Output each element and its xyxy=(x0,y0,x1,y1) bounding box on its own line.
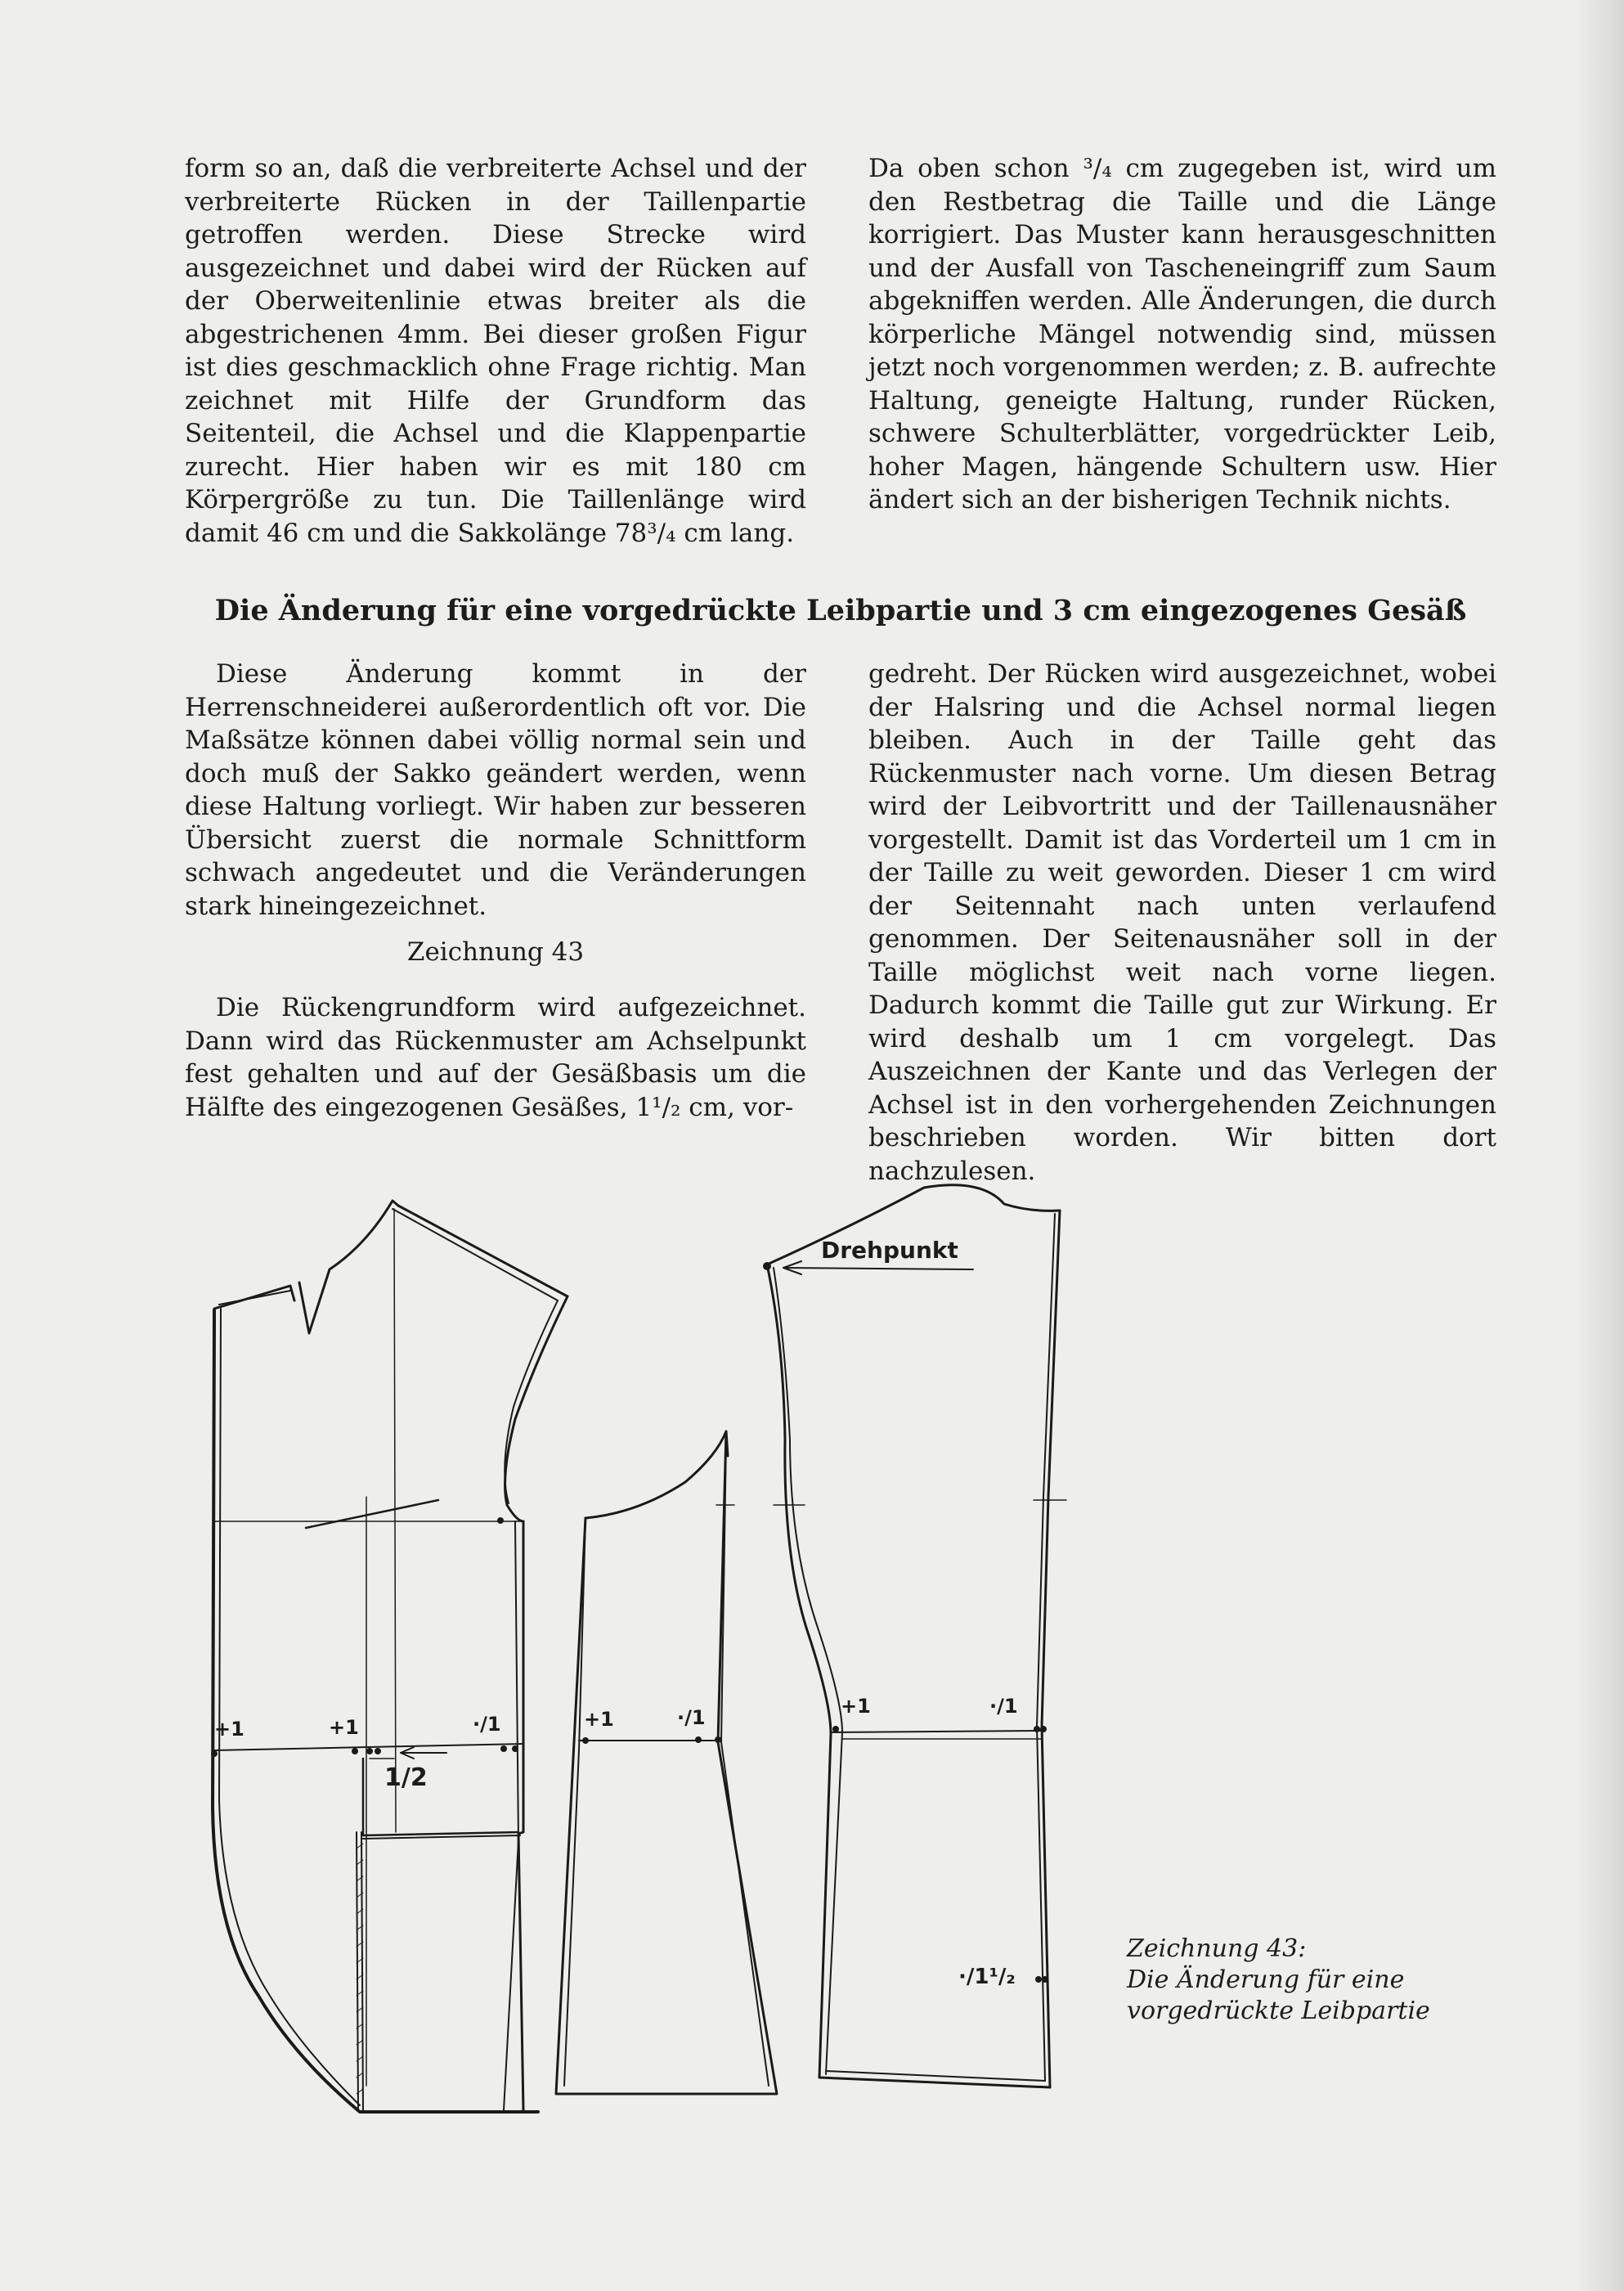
label-back-plus1: +1 xyxy=(841,1695,871,1718)
label-side-plus1: +1 xyxy=(584,1708,614,1731)
paragraph-continued: gedreht. Der Rücken wird ausgezeichnet, wobei der Halsring und die Achsel normal liegen bleiben. Auch in der Taille geht das Rückenmuster nach vorne. Um diesen Betrag wird der Leibvortritt und der Taillenausnäher vorgestellt. Damit ist das Vorderteil um 1 cm in der Taille zu weit geworden. Dieser 1 cm wird der Seitennaht nach unten verlaufend genommen. Der Seitenausnäher soll in der Taille möglichst weit nach vorne liegen. Dadurch kommt die Taille gut zur Wirkung. Er wird deshalb um 1 cm vorgelegt. Das Auszeichnen der Kante und das Verlegen der Achsel ist in den vorhergehenden Zeichnungen beschrieben worden. Wir bitten dort nachzulesen. xyxy=(868,659,1496,1186)
section-heading: Die Änderung für eine vorgedrückte Leibpartie und 3 cm eingezogenes Gesäß xyxy=(214,594,1467,627)
label-back-hem: ·/1¹/₂ xyxy=(958,1965,1016,1989)
paragraph: Da oben schon ³/₄ cm zugegeben ist, wird um den Restbetrag die Taille und die Länge korrigiert. Das Muster kann herausgeschnitten und der Ausfall von Tascheneingriff zum Saum abgekniffen werden. Alle Änderungen, die durch körperliche Mängel notwendig sind, müssen jetzt noch vorgenommen werden; z. B. aufrechte Haltung, geneigte Haltung, runder Rücken, schwere Schulterblätter, vorgedrückter Leib, hoher Magen, hängende Schultern usw. Hier ändert sich an der bisherigen Technik nichts. xyxy=(868,154,1496,514)
label-front-plus1-b: +1 xyxy=(329,1716,359,1739)
paragraph: form so an, daß die verbreiterte Achsel und der verbreiterte Rücken in der Taillenpartie getroffen werden. Diese Strecke wird ausgezeichnet und dabei wird der Rücken auf der Oberweitenlinie etwas breiter als die abgestrichenen 4mm. Bei dieser großen Figur ist dies geschmacklich ohne Frage richtig. Man zeichnet mit Hilfe der Grundform das Seitenteil, die Achsel und die Klappenpartie zurecht. Hier haben wir es mit 180 cm Körpergröße zu tun. Die Taillenlänge wird damit 46 cm und die Sakkolänge 78³/₄ cm lang. xyxy=(185,154,806,548)
label-drehpunkt: Drehpunkt xyxy=(821,1237,958,1264)
label-side-minus1: ·/1 xyxy=(677,1706,706,1729)
front-piece xyxy=(213,1201,568,2112)
caption-line: Die Änderung für eine xyxy=(1127,1965,1405,1994)
figure-caption xyxy=(1127,1934,1470,2027)
paragraph-body: Die Rückengrundform wird aufgezeichnet. Dann wird das Rückenmuster am Achselpunkt fest gehalten und auf der Gesäßbasis um die Hälfte des eingezogenen Gesäßes, 1¹/₂ cm, vor- xyxy=(185,993,806,1122)
label-front-minus1: ·/1 xyxy=(473,1713,501,1736)
figure-subheading: Zeichnung 43 xyxy=(406,937,585,967)
label-back-minus1: ·/1 xyxy=(989,1695,1018,1718)
back-piece xyxy=(767,1185,1066,2087)
caption-line: vorgedrückte Leibpartie xyxy=(1127,1997,1430,2025)
paragraph-intro: Diese Änderung kommt in der Herrenschneiderei außerordentlich oft vor. Die Maßsätze können dabei völlig normal sein und doch muß der Sakko geändert werden, wenn diese Haltung vorliegt. Wir haben zur besseren Übersicht zuerst die normale Schnittform schwach angedeutet und die Veränderungen stark hineingezeichnet. xyxy=(185,659,806,921)
side-piece xyxy=(556,1431,777,2094)
caption-line: Zeichnung 43: xyxy=(1127,1934,1307,1963)
label-front-plus1-a: +1 xyxy=(214,1718,244,1741)
label-half: 1/2 xyxy=(384,1763,428,1792)
